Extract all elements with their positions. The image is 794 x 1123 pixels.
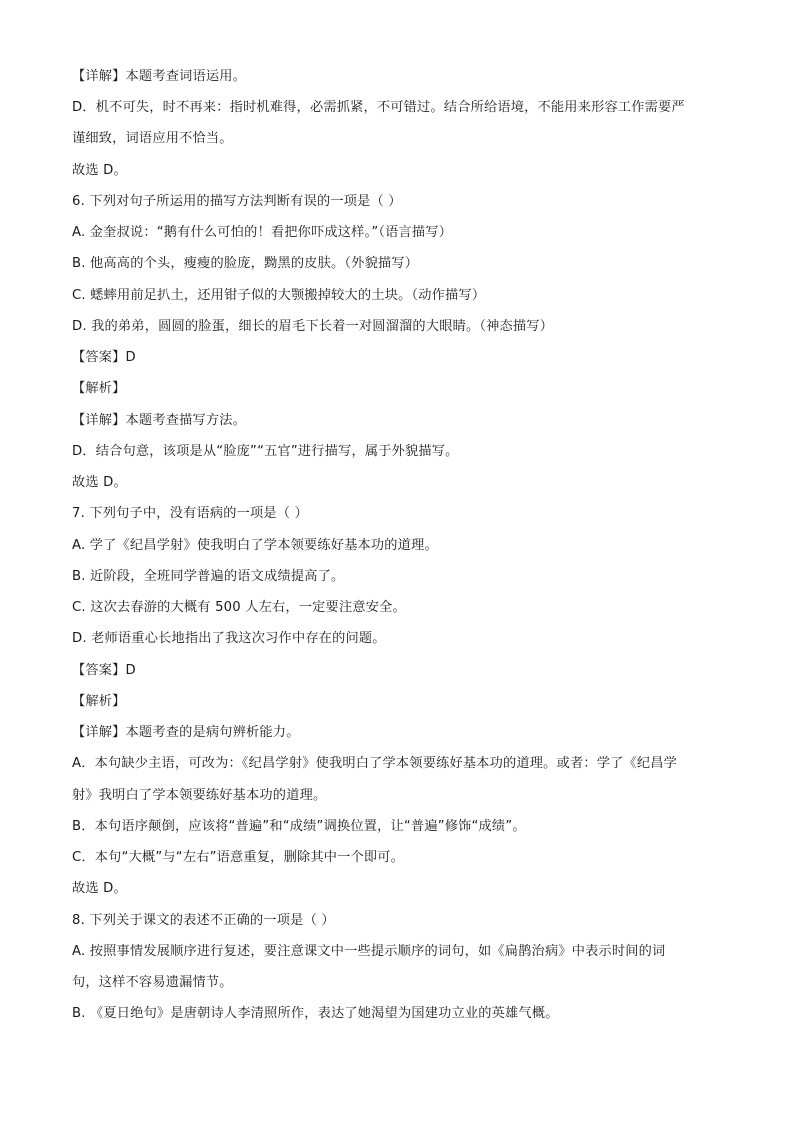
option-d: D. 我的弟弟，圆圆的脸蛋，细长的眉毛下长着一对圆溜溜的大眼睛。（神态描写） [72, 319, 554, 334]
explanation-text: C．本句“大概”与“左右”语意重复，删除其中一个即可。 [72, 850, 405, 865]
explanation-text: D．机不可失，时不再来：指时机难得，必需抓紧，不可错过。结合所给语境，不能用来形容工作需要严 [72, 100, 685, 115]
analysis-label: 【解析】 [72, 381, 126, 396]
option-a-continued: 句，这样不容易遗漏情节。 [72, 975, 233, 990]
answer-label: 【答案】D [72, 663, 136, 678]
option-a: A. 金奎叔说：“鹅有什么可怕的！看把你吓成这样。”（语言描写） [72, 225, 453, 240]
detail-heading: 【详解】本题考查词语运用。 [72, 69, 247, 84]
explanation-text: B．本句语序颠倒，应该将“普遍”和“成绩”调换位置，让“普遍”修饰“成绩”。 [72, 819, 526, 834]
choice-conclusion: 故选 D。 [72, 163, 127, 178]
choice-conclusion: 故选 D。 [72, 881, 127, 896]
option-c: C. 蟋蟀用前足扒土，还用钳子似的大颚搬掉较大的土块。（动作描写） [72, 288, 486, 303]
option-b: B. 他高高的个头，瘦瘦的脸庞，黝黑的皮肤。（外貌描写） [72, 256, 419, 271]
detail-heading: 【详解】本题考查描写方法。 [72, 413, 247, 428]
question-stem: 8. 下列关于课文的表述不正确的一项是（ ） [72, 913, 335, 928]
option-a: A. 按照事情发展顺序进行复述，要注意课文中一些提示顺序的词句，如《扁鹊治病》中表示时间的词 [72, 944, 666, 959]
explanation-text: D．结合句意，该项是从“脸庞”“五官”进行描写，属于外貌描写。 [72, 444, 459, 459]
option-a: A. 学了《纪昌学射》使我明白了学本领要练好基本功的道理。 [72, 538, 438, 553]
explanation-text: A．本句缺少主语，可改为：《纪昌学射》使我明白了学本领要练好基本功的道理。或者：学了《纪昌学 [72, 756, 678, 771]
explanation-text: 射》我明白了学本领要练好基本功的道理。 [72, 788, 327, 803]
question-stem: 6. 下列对句子所运用的描写方法判断有误的一项是（ ） [72, 194, 402, 209]
choice-conclusion: 故选 D。 [72, 475, 127, 490]
option-b: B. 近阶段，全班同学普遍的语文成绩提高了。 [72, 569, 345, 584]
answer-label: 【答案】D [72, 350, 136, 365]
detail-heading: 【详解】本题考查的是病句辨析能力。 [72, 725, 300, 740]
option-c: C. 这次去春游的大概有 500 人左右，一定要注意安全。 [72, 600, 406, 615]
option-d: D. 老师语重心长地指出了我这次习作中存在的问题。 [72, 631, 386, 646]
question-stem: 7. 下列句子中，没有语病的一项是（ ） [72, 506, 308, 521]
explanation-text: 谨细致，词语应用不恰当。 [72, 131, 233, 146]
analysis-label: 【解析】 [72, 694, 126, 709]
option-b: B. 《夏日绝句》是唐朝诗人李清照所作，表达了她渴望为国建功立业的英雄气概。 [72, 1006, 559, 1021]
